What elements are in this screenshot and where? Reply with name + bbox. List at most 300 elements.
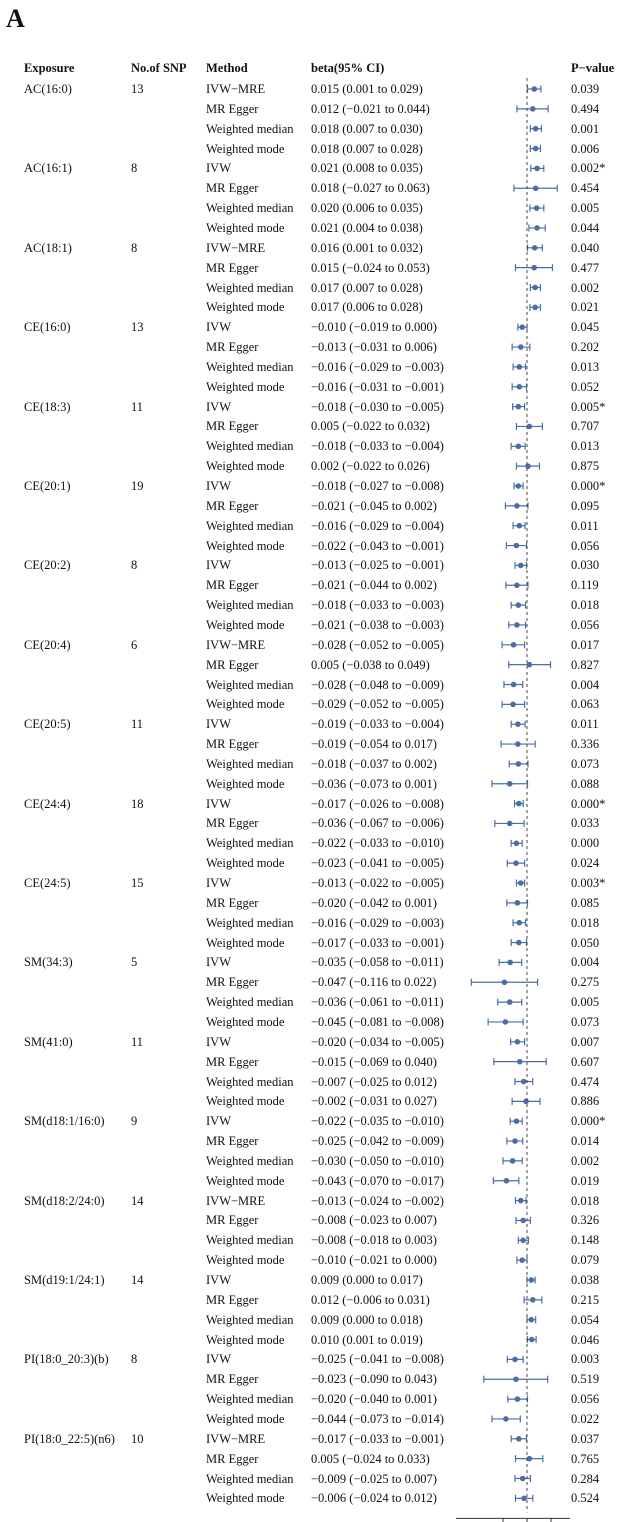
point-estimate [511, 642, 517, 648]
p-value: 0.827 [571, 657, 600, 672]
point-estimate [523, 1099, 529, 1105]
p-value: 0.004 [571, 955, 600, 970]
beta-ci-text: −0.036 (−0.067 to −0.006) [311, 816, 444, 831]
p-value: 0.336 [571, 737, 600, 752]
method-label: Weighted mode [206, 776, 285, 791]
nsnp-value: 13 [131, 320, 144, 335]
p-value: 0.019 [571, 1173, 600, 1188]
point-estimate [533, 146, 539, 152]
beta-ci-text: 0.009 (0.000 to 0.017) [311, 1273, 423, 1287]
beta-ci-text: −0.017 (−0.026 to −0.008) [311, 796, 444, 811]
point-estimate [531, 86, 537, 92]
point-estimate [513, 1376, 519, 1382]
point-estimate [531, 265, 537, 271]
method-label: IVW [206, 479, 231, 493]
method-label: IVW [206, 717, 231, 732]
method-label: IVW−MRE [206, 82, 266, 96]
exposure-label: CE(20:4) [24, 637, 71, 652]
point-estimate [507, 999, 513, 1005]
point-estimate [517, 523, 523, 529]
method-label: Weighted median [206, 359, 294, 374]
beta-ci-text: −0.017 (−0.033 to −0.001) [311, 935, 444, 950]
p-value: 0.040 [571, 240, 600, 255]
method-label: MR Egger [206, 340, 259, 355]
point-estimate [514, 841, 520, 847]
method-label: Weighted median [206, 1471, 294, 1486]
p-value: 0.001 [571, 121, 600, 136]
p-value: 0.707 [571, 419, 600, 434]
method-label: Weighted median [206, 1392, 294, 1407]
point-estimate [521, 1496, 527, 1502]
beta-ci-text: −0.016 (−0.029 to −0.003) [311, 915, 444, 930]
p-value: 0.607 [571, 1054, 600, 1069]
p-value: 0.765 [571, 1451, 600, 1466]
header-exposure: Exposure [24, 61, 75, 75]
method-label: Weighted mode [206, 1332, 285, 1347]
point-estimate [532, 305, 538, 311]
beta-ci-text: −0.010 (−0.019 to 0.000) [311, 320, 437, 335]
method-label: IVW [206, 1034, 231, 1049]
method-label: Weighted mode [206, 697, 285, 712]
point-estimate [503, 1416, 509, 1422]
point-estimate [516, 801, 522, 807]
point-estimate [515, 1396, 521, 1402]
beta-ci-text: −0.022 (−0.033 to −0.010) [311, 836, 444, 851]
point-estimate [515, 721, 521, 727]
p-value: 0.519 [571, 1372, 600, 1387]
method-label: Weighted mode [206, 300, 285, 315]
beta-ci-text: −0.022 (−0.043 to −0.001) [311, 538, 444, 553]
p-value: 0.494 [571, 101, 600, 116]
beta-ci-text: 0.010 (0.001 to 0.019) [311, 1332, 423, 1347]
exposure-label: CE(20:5) [24, 717, 71, 732]
nsnp-value: 9 [131, 1114, 138, 1129]
beta-ci-text: 0.015 (0.001 to 0.029) [311, 82, 423, 96]
beta-ci-text: −0.018 (−0.033 to −0.004) [311, 439, 444, 454]
point-estimate [520, 1476, 526, 1482]
beta-ci-text: −0.016 (−0.029 to −0.004) [311, 518, 444, 533]
header-pvalue: P−value [571, 61, 615, 75]
header-nsnp: No.of SNP [131, 61, 187, 75]
method-label: MR Egger [206, 1134, 259, 1149]
nsnp-value: 8 [131, 558, 138, 573]
point-estimate [530, 1297, 536, 1303]
beta-ci-text: −0.023 (−0.090 to 0.043) [311, 1372, 437, 1387]
method-label: Weighted mode [206, 538, 285, 553]
method-label: IVW [206, 1273, 231, 1287]
p-value: 0.033 [571, 816, 600, 831]
beta-ci-text: 0.005 (−0.022 to 0.032) [311, 419, 430, 434]
point-estimate [516, 483, 522, 489]
point-estimate [514, 503, 520, 509]
point-estimate [519, 1257, 525, 1263]
exposure-label: PI(18:0_20:3)(b) [24, 1352, 109, 1367]
method-label: Weighted mode [206, 617, 285, 632]
beta-ci-text: −0.047 (−0.116 to 0.022) [311, 975, 437, 990]
beta-ci-text: −0.036 (−0.073 to 0.001) [311, 776, 437, 791]
method-label: MR Egger [206, 101, 259, 116]
beta-ci-text: −0.035 (−0.058 to −0.011) [311, 955, 444, 970]
point-estimate [532, 285, 538, 291]
point-estimate [516, 940, 522, 946]
point-estimate [533, 185, 539, 191]
point-estimate [534, 205, 540, 211]
beta-ci-text: −0.021 (−0.045 to 0.002) [311, 498, 437, 513]
beta-ci-text: −0.016 (−0.031 to −0.001) [311, 379, 444, 394]
exposure-label: CE(18:3) [24, 399, 71, 414]
point-estimate [533, 126, 539, 132]
beta-ci-text: −0.002 (−0.031 to 0.027) [311, 1094, 437, 1109]
beta-ci-text: 0.005 (−0.024 to 0.033) [311, 1451, 430, 1466]
point-estimate [507, 781, 513, 787]
p-value: 0.003* [571, 876, 606, 890]
method-label: Weighted median [206, 677, 294, 692]
nsnp-value: 5 [131, 955, 138, 970]
nsnp-value: 14 [131, 1193, 144, 1208]
p-value: 0.073 [571, 756, 600, 771]
beta-ci-text: −0.017 (−0.033 to −0.001) [311, 1431, 444, 1446]
p-value: 0.056 [571, 1392, 600, 1407]
nsnp-value: 11 [131, 717, 144, 732]
point-estimate [516, 404, 522, 410]
p-value: 0.005* [571, 399, 606, 414]
beta-ci-text: −0.030 (−0.050 to −0.010) [311, 1153, 444, 1168]
method-label: Weighted median [206, 1153, 294, 1168]
beta-ci-text: 0.017 (0.006 to 0.028) [311, 300, 423, 315]
beta-ci-text: −0.025 (−0.041 to −0.008) [311, 1352, 444, 1367]
method-label: MR Egger [206, 816, 259, 831]
method-label: MR Egger [206, 1213, 259, 1228]
beta-ci-text: 0.017 (0.007 to 0.028) [311, 280, 423, 295]
method-label: Weighted mode [206, 1173, 285, 1188]
method-label: Weighted mode [206, 1411, 285, 1426]
exposure-label: SM(34:3) [24, 955, 73, 970]
beta-ci-text: −0.018 (−0.033 to −0.003) [311, 598, 444, 613]
p-value: 0.886 [571, 1094, 600, 1109]
p-value: 0.046 [571, 1332, 600, 1347]
point-estimate [520, 1218, 526, 1224]
exposure-label: SM(d18:1/16:0) [24, 1114, 105, 1129]
method-label: Weighted mode [206, 1094, 285, 1109]
p-value: 0.000* [571, 796, 606, 811]
p-value: 0.474 [571, 1074, 600, 1089]
beta-ci-text: −0.015 (−0.069 to 0.040) [311, 1054, 437, 1069]
beta-ci-text: 0.021 (0.004 to 0.038) [311, 220, 423, 235]
beta-ci-text: 0.012 (−0.006 to 0.031) [311, 1292, 430, 1307]
p-value: 0.002* [571, 161, 606, 176]
point-estimate [502, 979, 508, 985]
point-estimate [504, 1178, 510, 1184]
p-value: 0.005 [571, 201, 600, 216]
p-value: 0.454 [571, 181, 600, 196]
beta-ci-text: −0.029 (−0.052 to −0.005) [311, 697, 444, 712]
p-value: 0.095 [571, 498, 600, 513]
p-value: 0.018 [571, 915, 600, 930]
p-value: 0.477 [571, 260, 600, 275]
point-estimate [515, 900, 521, 906]
method-label: Weighted median [206, 598, 294, 613]
p-value: 0.326 [571, 1213, 600, 1228]
p-value: 0.037 [571, 1431, 600, 1446]
method-label: Weighted median [206, 1312, 294, 1327]
method-label: MR Egger [206, 260, 259, 275]
method-label: Weighted mode [206, 459, 285, 474]
point-estimate [530, 106, 536, 112]
method-label: Weighted median [206, 836, 294, 851]
point-estimate [514, 543, 520, 549]
beta-ci-text: 0.020 (0.006 to 0.035) [311, 201, 423, 216]
method-label: IVW−MRE [206, 1193, 266, 1208]
nsnp-value: 11 [131, 1034, 144, 1049]
point-estimate [518, 563, 524, 569]
p-value: 0.079 [571, 1253, 600, 1268]
p-value: 0.063 [571, 697, 600, 712]
p-value: 0.011 [571, 518, 599, 533]
point-estimate [517, 364, 523, 370]
method-label: Weighted median [206, 201, 294, 216]
beta-ci-text: 0.002 (−0.022 to 0.026) [311, 459, 430, 474]
nsnp-value: 19 [131, 479, 144, 493]
beta-ci-text: 0.015 (−0.024 to 0.053) [311, 260, 430, 275]
p-value: 0.014 [571, 1134, 600, 1149]
method-label: MR Egger [206, 578, 259, 593]
beta-ci-text: 0.016 (0.001 to 0.032) [311, 240, 423, 255]
p-value: 0.013 [571, 359, 600, 374]
point-estimate [503, 1019, 509, 1025]
point-estimate [515, 1039, 521, 1045]
point-estimate [514, 1118, 520, 1124]
p-value: 0.044 [571, 220, 600, 235]
method-label: Weighted median [206, 121, 294, 136]
p-value: 0.045 [571, 320, 600, 335]
beta-ci-text: −0.013 (−0.022 to −0.005) [311, 876, 444, 890]
method-label: IVW−MRE [206, 240, 266, 255]
p-value: 0.018 [571, 1193, 600, 1208]
point-estimate [510, 1158, 516, 1164]
point-estimate [520, 1238, 526, 1244]
beta-ci-text: −0.009 (−0.025 to 0.007) [311, 1471, 437, 1486]
p-value: 0.088 [571, 776, 600, 791]
point-estimate [510, 702, 516, 708]
method-label: IVW [206, 955, 231, 970]
point-estimate [517, 1059, 523, 1065]
beta-ci-text: −0.019 (−0.054 to 0.017) [311, 737, 437, 752]
beta-ci-text: −0.013 (−0.025 to −0.001) [311, 558, 444, 573]
p-value: 0.007 [571, 1034, 600, 1049]
point-estimate [512, 1357, 518, 1363]
method-label: Weighted median [206, 1074, 294, 1089]
method-label: MR Egger [206, 1292, 259, 1307]
exposure-label: CE(24:4) [24, 796, 71, 811]
beta-ci-text: −0.006 (−0.024 to 0.012) [311, 1491, 437, 1506]
method-label: MR Egger [206, 419, 259, 434]
beta-ci-text: 0.018 (0.007 to 0.030) [311, 121, 423, 136]
method-label: Weighted mode [206, 1014, 285, 1029]
p-value: 0.022 [571, 1411, 600, 1426]
method-label: IVW [206, 558, 231, 573]
exposure-label: SM(41:0) [24, 1034, 73, 1049]
p-value: 0.215 [571, 1292, 600, 1307]
method-label: MR Egger [206, 657, 259, 672]
p-value: 0.004 [571, 677, 600, 692]
point-estimate [534, 225, 540, 231]
nsnp-value: 8 [131, 1352, 138, 1367]
beta-ci-text: −0.013 (−0.024 to −0.002) [311, 1193, 444, 1208]
p-value: 0.000 [571, 836, 600, 851]
exposure-label: AC(16:0) [24, 82, 72, 96]
beta-ci-text: 0.018 (−0.027 to 0.063) [311, 181, 430, 196]
exposure-label: CE(24:5) [24, 876, 71, 890]
beta-ci-text: −0.013 (−0.031 to 0.006) [311, 340, 437, 355]
beta-ci-text: 0.021 (0.008 to 0.035) [311, 161, 423, 176]
point-estimate [518, 1198, 524, 1204]
beta-ci-text: −0.028 (−0.052 to −0.005) [311, 637, 444, 652]
method-label: Weighted mode [206, 220, 285, 235]
nsnp-value: 13 [131, 82, 144, 96]
p-value: 0.284 [571, 1471, 600, 1486]
p-value: 0.039 [571, 82, 600, 96]
p-value: 0.119 [571, 578, 599, 593]
method-label: Weighted mode [206, 379, 285, 394]
method-label: MR Egger [206, 895, 259, 910]
method-label: Weighted mode [206, 141, 285, 156]
method-label: MR Egger [206, 1372, 259, 1387]
point-estimate [516, 602, 522, 608]
exposure-label: SM(d18:2/24:0) [24, 1193, 105, 1208]
nsnp-value: 14 [131, 1273, 144, 1287]
method-label: Weighted mode [206, 935, 285, 950]
method-label: IVW [206, 320, 231, 335]
header-beta: beta(95% CI) [311, 61, 385, 75]
point-estimate [513, 860, 519, 866]
p-value: 0.003 [571, 1352, 600, 1367]
exposure-label: AC(18:1) [24, 240, 72, 255]
nsnp-value: 10 [131, 1431, 144, 1446]
method-label: MR Egger [206, 1451, 259, 1466]
method-label: IVW [206, 161, 231, 176]
exposure-label: AC(16:1) [24, 161, 72, 176]
p-value: 0.052 [571, 379, 600, 394]
panel-label: A [6, 4, 25, 33]
beta-ci-text: −0.021 (−0.038 to −0.003) [311, 617, 444, 632]
p-value: 0.073 [571, 1014, 600, 1029]
method-label: Weighted mode [206, 1491, 285, 1506]
point-estimate [511, 682, 517, 688]
method-label: Weighted mode [206, 1253, 285, 1268]
method-label: Weighted median [206, 756, 294, 771]
method-label: IVW [206, 796, 231, 811]
p-value: 0.148 [571, 1233, 600, 1248]
p-value: 0.050 [571, 935, 600, 950]
method-label: IVW [206, 1114, 231, 1129]
p-value: 0.018 [571, 598, 600, 613]
p-value: 0.013 [571, 439, 600, 454]
method-label: IVW [206, 1352, 231, 1367]
point-estimate [516, 444, 522, 450]
method-label: MR Egger [206, 181, 259, 196]
beta-ci-text: 0.009 (0.000 to 0.018) [311, 1312, 423, 1327]
method-label: Weighted median [206, 915, 294, 930]
beta-ci-text: −0.022 (−0.035 to −0.010) [311, 1114, 444, 1129]
point-estimate [507, 960, 513, 966]
exposure-label: SM(d19:1/24:1) [24, 1273, 105, 1287]
exposure-label: CE(16:0) [24, 320, 71, 335]
beta-ci-text: −0.021 (−0.044 to 0.002) [311, 578, 437, 593]
exposure-label: CE(20:2) [24, 558, 71, 573]
method-label: MR Egger [206, 498, 259, 513]
method-label: IVW [206, 399, 231, 414]
beta-ci-text: −0.023 (−0.041 to −0.005) [311, 856, 444, 871]
method-label: Weighted median [206, 439, 294, 454]
exposure-label: PI(18:0_22:5)(n6) [24, 1431, 115, 1446]
beta-ci-text: −0.008 (−0.018 to 0.003) [311, 1233, 437, 1248]
header-method: Method [206, 61, 248, 75]
method-label: IVW [206, 876, 231, 890]
p-value: 0.011 [571, 717, 599, 732]
p-value: 0.038 [571, 1273, 600, 1287]
point-estimate [532, 245, 538, 251]
method-label: IVW−MRE [206, 1431, 266, 1446]
p-value: 0.085 [571, 895, 600, 910]
p-value: 0.056 [571, 617, 600, 632]
nsnp-value: 15 [131, 876, 144, 890]
point-estimate [529, 1277, 535, 1283]
nsnp-value: 6 [131, 637, 138, 652]
beta-ci-text: −0.018 (−0.027 to −0.008) [311, 479, 444, 493]
beta-ci-text: −0.016 (−0.029 to −0.003) [311, 359, 444, 374]
beta-ci-text: 0.012 (−0.021 to 0.044) [311, 101, 430, 116]
method-label: MR Egger [206, 975, 259, 990]
p-value: 0.524 [571, 1491, 600, 1506]
p-value: 0.875 [571, 459, 600, 474]
point-estimate [529, 1337, 535, 1343]
beta-ci-text: −0.007 (−0.025 to 0.012) [311, 1074, 437, 1089]
p-value: 0.006 [571, 141, 600, 156]
point-estimate [525, 463, 531, 469]
point-estimate [529, 1317, 535, 1323]
p-value: 0.000* [571, 1114, 606, 1129]
point-estimate [521, 1079, 527, 1085]
point-estimate [512, 1138, 518, 1144]
point-estimate [534, 166, 540, 172]
beta-ci-text: 0.018 (0.007 to 0.028) [311, 141, 423, 156]
nsnp-value: 8 [131, 240, 138, 255]
method-label: Weighted median [206, 995, 294, 1010]
beta-ci-text: −0.020 (−0.040 to 0.001) [311, 1392, 437, 1407]
beta-ci-text: −0.025 (−0.042 to −0.009) [311, 1134, 444, 1149]
beta-ci-text: 0.005 (−0.038 to 0.049) [311, 657, 430, 672]
p-value: 0.002 [571, 280, 600, 295]
p-value: 0.017 [571, 637, 600, 652]
beta-ci-text: −0.043 (−0.070 to −0.017) [311, 1173, 444, 1188]
point-estimate [517, 920, 523, 926]
p-value: 0.030 [571, 558, 600, 573]
beta-ci-text: −0.018 (−0.030 to −0.005) [311, 399, 444, 414]
beta-ci-text: −0.018 (−0.037 to 0.002) [311, 756, 437, 771]
p-value: 0.002 [571, 1153, 600, 1168]
point-estimate [518, 880, 524, 886]
beta-ci-text: −0.028 (−0.048 to −0.009) [311, 677, 444, 692]
p-value: 0.202 [571, 340, 600, 355]
beta-ci-text: −0.020 (−0.034 to −0.005) [311, 1034, 444, 1049]
method-label: Weighted mode [206, 856, 285, 871]
p-value: 0.275 [571, 975, 600, 990]
point-estimate [516, 761, 522, 767]
point-estimate [516, 1436, 522, 1442]
method-label: MR Egger [206, 1054, 259, 1069]
p-value: 0.056 [571, 538, 600, 553]
method-label: Weighted median [206, 1233, 294, 1248]
